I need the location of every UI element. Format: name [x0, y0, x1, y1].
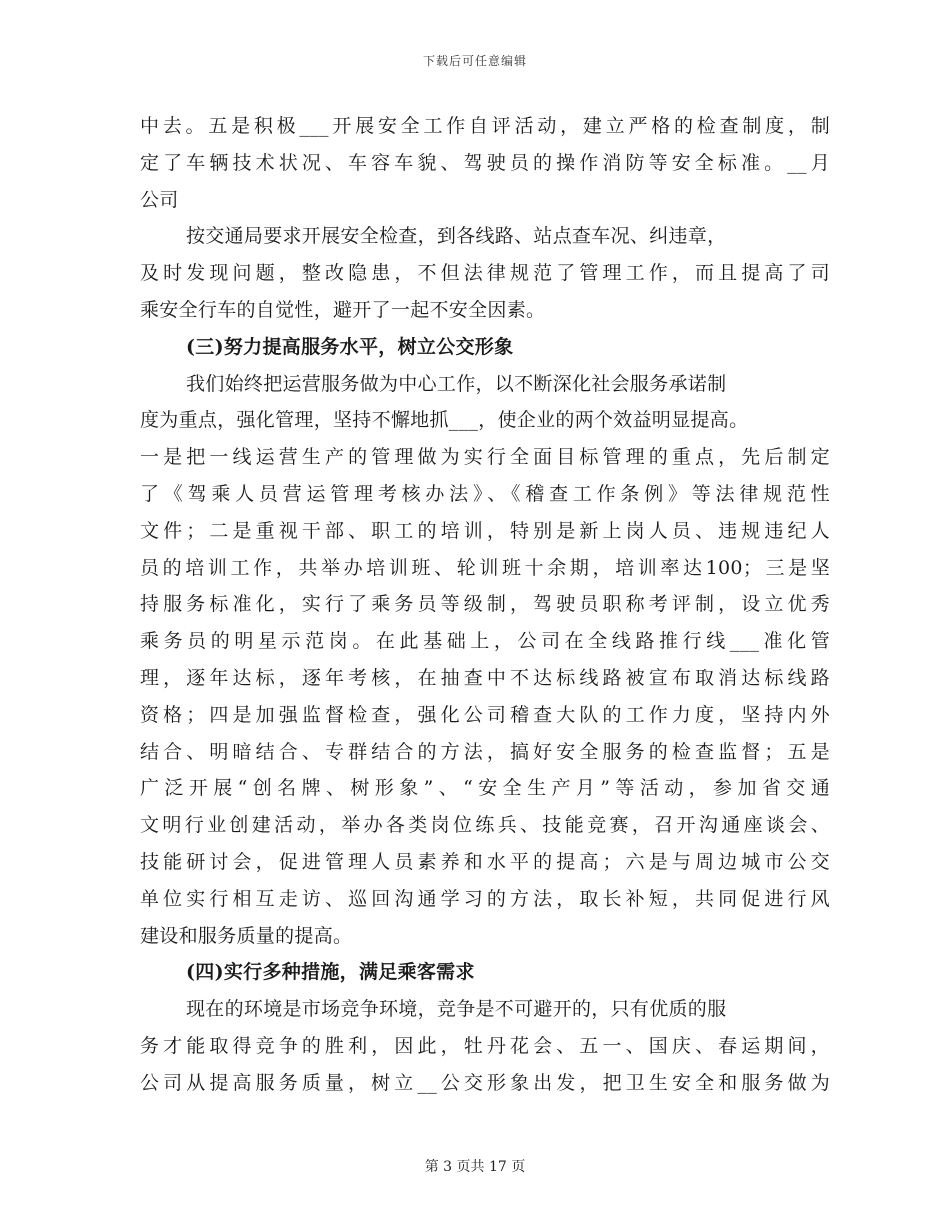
text-line: 及时发现问题，整改隐患，不但法律规范了管理工作，而且提高了司 — [140, 262, 830, 285]
text-line: 按交通局要求开展安全检查，到各线路、站点查车况、纠违章， — [186, 225, 727, 248]
section-heading: (三)努力提高服务水平，树立公交形象 — [186, 335, 514, 358]
text-line: 广泛开展“创名牌、树形象”、“安全生产月”等活动，参加省交通 — [140, 777, 830, 800]
text-line: 结合、明暗结合、专群结合的方法，搞好安全服务的检查监督；五是 — [140, 740, 830, 763]
page-header: 下载后可任意编辑 — [422, 54, 527, 68]
text-line: 务才能取得竞争的胜利，因此，牡丹花会、五一、国庆、春运期间， — [140, 1034, 830, 1057]
text-line: 我们始终把运营服务做为中心工作，以不断深化社会服务承诺制 — [186, 372, 727, 395]
document-body — [140, 108, 830, 1102]
text-line: 度为重点，强化管理，坚持不懈地抓___，使企业的两个效益明显提高。 — [140, 409, 749, 432]
text-line: 定了车辆技术状况、车容车貌、驾驶员的操作消防等安全标准。__月 — [140, 151, 830, 174]
page-footer: 第 3 页共 17 页 — [424, 1159, 526, 1175]
text-line: 技能研讨会，促进管理人员素养和水平的提高；六是与周边城市公交 — [140, 850, 830, 873]
text-line: 了《驾乘人员营运管理考核办法》、《稽查工作条例》等法律规范性 — [140, 482, 830, 505]
text-line: 资格；四是加强监督检查，强化公司稽查大队的工作力度，坚持内外 — [140, 703, 830, 726]
text-line: 单位实行相互走访、巡回沟通学习的方法，取长补短，共同促进行风 — [140, 887, 830, 910]
text-line: 理，逐年达标，逐年考核，在抽查中不达标线路被宣布取消达标线路 — [140, 666, 830, 689]
text-line: 现在的环境是市场竞争环境，竞争是不可避开的，只有优质的服 — [186, 998, 727, 1021]
text-line: 公司 — [140, 188, 179, 211]
text-line: 中去。五是积极___开展安全工作自评活动，建立严格的检查制度，制 — [140, 115, 830, 137]
text-line: 乘安全行车的自觉性，避开了一起不安全因素。 — [140, 298, 546, 321]
text-line: 乘务员的明星示范岗。在此基础上，公司在全线路推行线___准化管 — [140, 630, 830, 653]
text-line: 持服务标准化，实行了乘务员等级制，驾驶员职称考评制，设立优秀 — [140, 593, 830, 616]
text-line: 员的培训工作，共举办培训班、轮训班十余期，培训率达100；三是坚 — [140, 556, 830, 579]
text-line: 一是把一线运营生产的管理做为实行全面目标管理的重点，先后制定 — [140, 446, 830, 469]
section-heading: (四)实行多种措施，满足乘客需求 — [186, 961, 475, 984]
text-line: 文件；二是重视干部、职工的培训，特别是新上岗人员、违规违纪人 — [140, 519, 830, 542]
text-line: 文明行业创建活动，举办各类岗位练兵、技能竞赛，召开沟通座谈会、 — [140, 814, 830, 837]
text-line: 公司从提高服务质量，树立__公交形象出发，把卫生安全和服务做为 — [140, 1071, 830, 1094]
text-line: 建设和服务质量的提高。 — [140, 924, 353, 947]
